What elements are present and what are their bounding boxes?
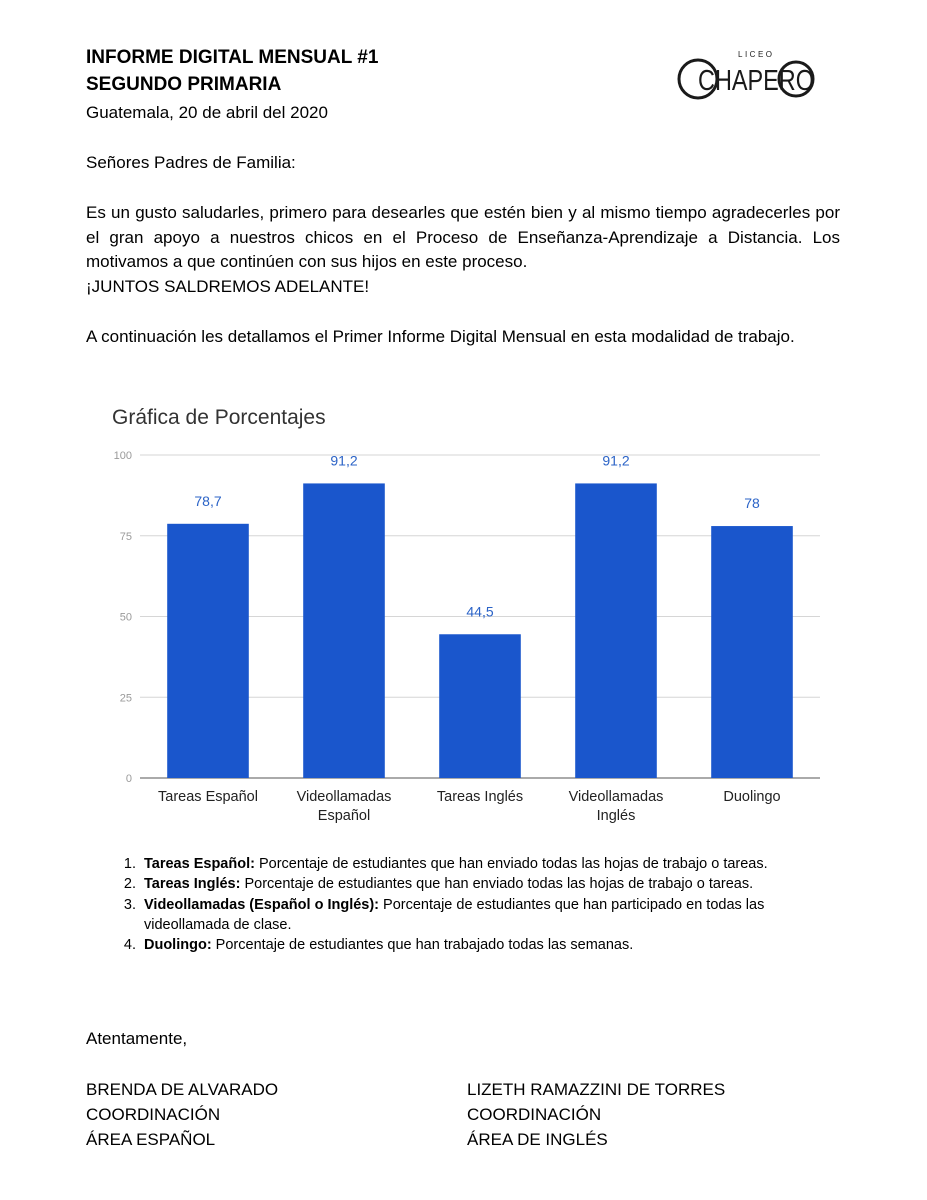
data-label: 78,7 bbox=[194, 492, 222, 509]
bar bbox=[167, 524, 249, 778]
legend-term: Duolingo: bbox=[144, 937, 212, 954]
x-tick-label: Duolingo bbox=[723, 789, 781, 805]
x-tick-label: Videollamadas bbox=[568, 789, 664, 805]
signature-name: BRENDA DE ALVARADO bbox=[86, 1080, 279, 1099]
chart-legend-list bbox=[112, 854, 840, 955]
y-tick-label: 100 bbox=[113, 450, 132, 462]
bar bbox=[439, 634, 521, 778]
data-label: 44,5 bbox=[466, 603, 494, 620]
signature-role: COORDINACIÓN bbox=[467, 1105, 602, 1124]
logo-small-text: LICEO bbox=[738, 50, 775, 59]
y-tick-label: 25 bbox=[119, 692, 132, 705]
y-tick-label: 0 bbox=[125, 773, 132, 785]
data-label: 91,2 bbox=[330, 452, 358, 469]
legend-description: Porcentaje de estudiantes que han enviado todas las hojas de trabajo o tareas. bbox=[240, 876, 754, 893]
y-tick-label: 75 bbox=[119, 530, 132, 543]
legend-item bbox=[140, 895, 840, 936]
legend-term: Tareas Español: bbox=[144, 856, 255, 872]
percentage-bar-chart bbox=[86, 395, 840, 835]
x-tick-label: Español bbox=[317, 808, 371, 824]
legend-description: Porcentaje de estudiantes que han participado en todas las videollamada de clase. bbox=[144, 896, 765, 933]
school-logo bbox=[674, 46, 824, 106]
report-title-line2: SEGUNDO PRIMARIA bbox=[86, 74, 282, 95]
intro-paragraph bbox=[86, 201, 840, 299]
bar bbox=[575, 483, 657, 778]
motto: ¡JUNTOS SALDREMOS ADELANTE! bbox=[86, 276, 370, 296]
chart-title: Gráfica de Porcentajes bbox=[112, 406, 326, 429]
report-intro-paragraph: A continuación les detallamos el Primer Informe Digital Mensual en esta modalidad de trabajo. bbox=[86, 327, 795, 346]
report-date: Guatemala, 20 de abril del 2020 bbox=[86, 103, 328, 122]
x-tick-label: Tareas Español bbox=[158, 789, 258, 805]
signature-role: COORDINACIÓN bbox=[86, 1105, 221, 1124]
x-tick-label: Videollamadas bbox=[296, 789, 392, 805]
bar bbox=[711, 526, 793, 778]
legend-term: Tareas Inglés: bbox=[144, 876, 241, 893]
report-title bbox=[86, 44, 378, 98]
logo-main-text: CHAPERO bbox=[698, 65, 814, 97]
salutation: Señores Padres de Familia: bbox=[86, 153, 296, 172]
data-label: 78 bbox=[744, 495, 760, 512]
legend-item bbox=[140, 854, 840, 874]
legend-item bbox=[140, 874, 840, 894]
report-title-line1: INFORME DIGITAL MENSUAL #1 bbox=[86, 47, 379, 68]
signature-right bbox=[467, 1077, 725, 1152]
legend-term: Videollamadas (Español o Inglés): bbox=[144, 896, 380, 913]
signature-left bbox=[86, 1077, 278, 1152]
x-tick-label: Tareas Inglés bbox=[436, 789, 524, 805]
legend-description: Porcentaje de estudiantes que han trabajado todas las semanas. bbox=[211, 937, 634, 954]
closing: Atentamente, bbox=[86, 1029, 188, 1048]
legend-description: Porcentaje de estudiantes que han enviado todas las hojas de trabajo o tareas. bbox=[254, 856, 768, 872]
bar bbox=[303, 483, 385, 778]
x-tick-label: Inglés bbox=[596, 808, 636, 824]
data-label: 91,2 bbox=[602, 452, 630, 469]
signature-area: ÁREA ESPAÑOL bbox=[86, 1130, 216, 1149]
y-tick-label: 50 bbox=[119, 611, 132, 624]
intro-text: Es un gusto saludarles, primero para desearles que estén bien y al mismo tiempo agradecerles por el gran apoyo a nuestros chicos en el Proceso de Enseñanza-Aprendizaje a Distancia. Los motivamos a que continúen con sus hijos en este proceso. bbox=[86, 203, 840, 271]
signature-name: LIZETH RAMAZZINI DE TORRES bbox=[467, 1080, 726, 1099]
signature-area: ÁREA DE INGLÉS bbox=[467, 1130, 608, 1149]
legend-item bbox=[140, 935, 840, 955]
